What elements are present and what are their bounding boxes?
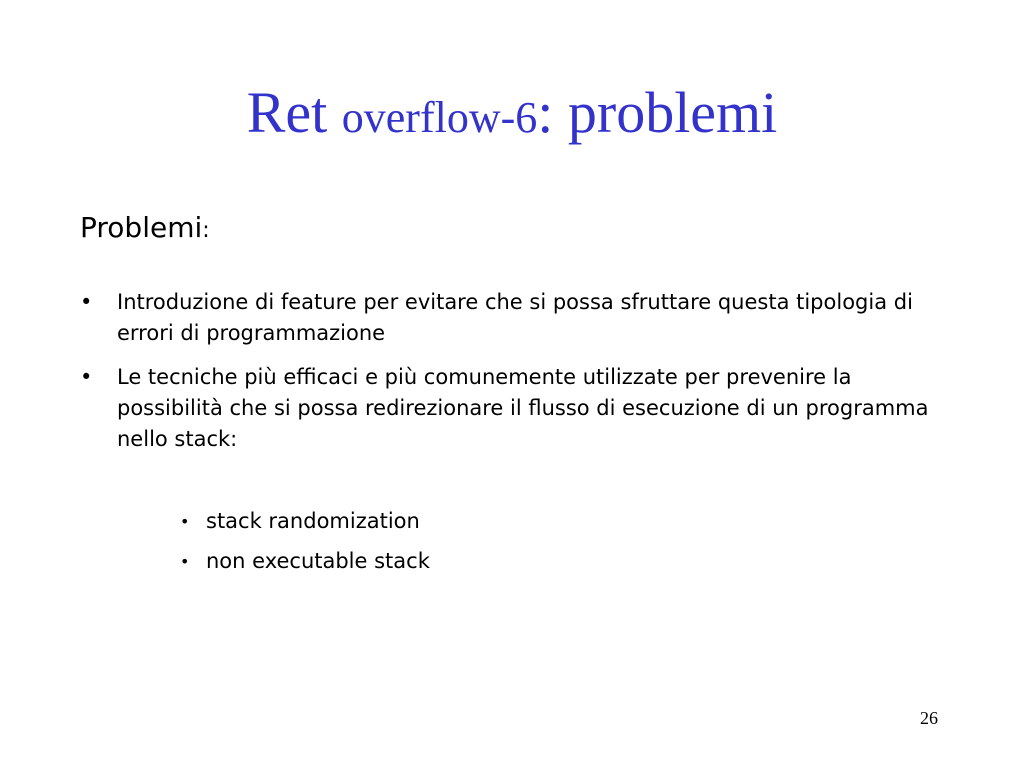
bullet-text: Le tecniche più efficaci e più comunemente utilizzate per prevenire la possibilità che si possa redirezionare il flusso di esecuzione di un programma nello stack: (117, 365, 929, 451)
sub-bullet-text: stack randomization (206, 509, 420, 533)
bullet-text: Introduzione di feature per evitare che si possa sfruttare questa tipologia di errori di programmazione (117, 290, 913, 345)
bullet-icon: • (80, 365, 93, 389)
sub-bullet-item (180, 506, 420, 537)
sub-bullet-icon: • (180, 512, 190, 531)
slide-title (0, 78, 1024, 153)
slide-title-part-3: : problemi (537, 80, 778, 145)
slide-title-part-1: Ret (246, 80, 342, 145)
sub-bullet-icon: • (180, 552, 190, 571)
bullet-icon: • (80, 290, 93, 314)
sub-bullet-text: non executable stack (206, 549, 430, 573)
sub-bullet-item (180, 546, 430, 577)
page-number: 26 (920, 708, 938, 728)
bullet-item (80, 287, 940, 349)
slide-title-part-2: overflow-6 (341, 93, 538, 142)
bullet-item (80, 362, 940, 455)
section-heading-text: Problemi (80, 211, 203, 244)
section-heading-colon: : (202, 218, 210, 243)
section-heading (80, 208, 210, 251)
